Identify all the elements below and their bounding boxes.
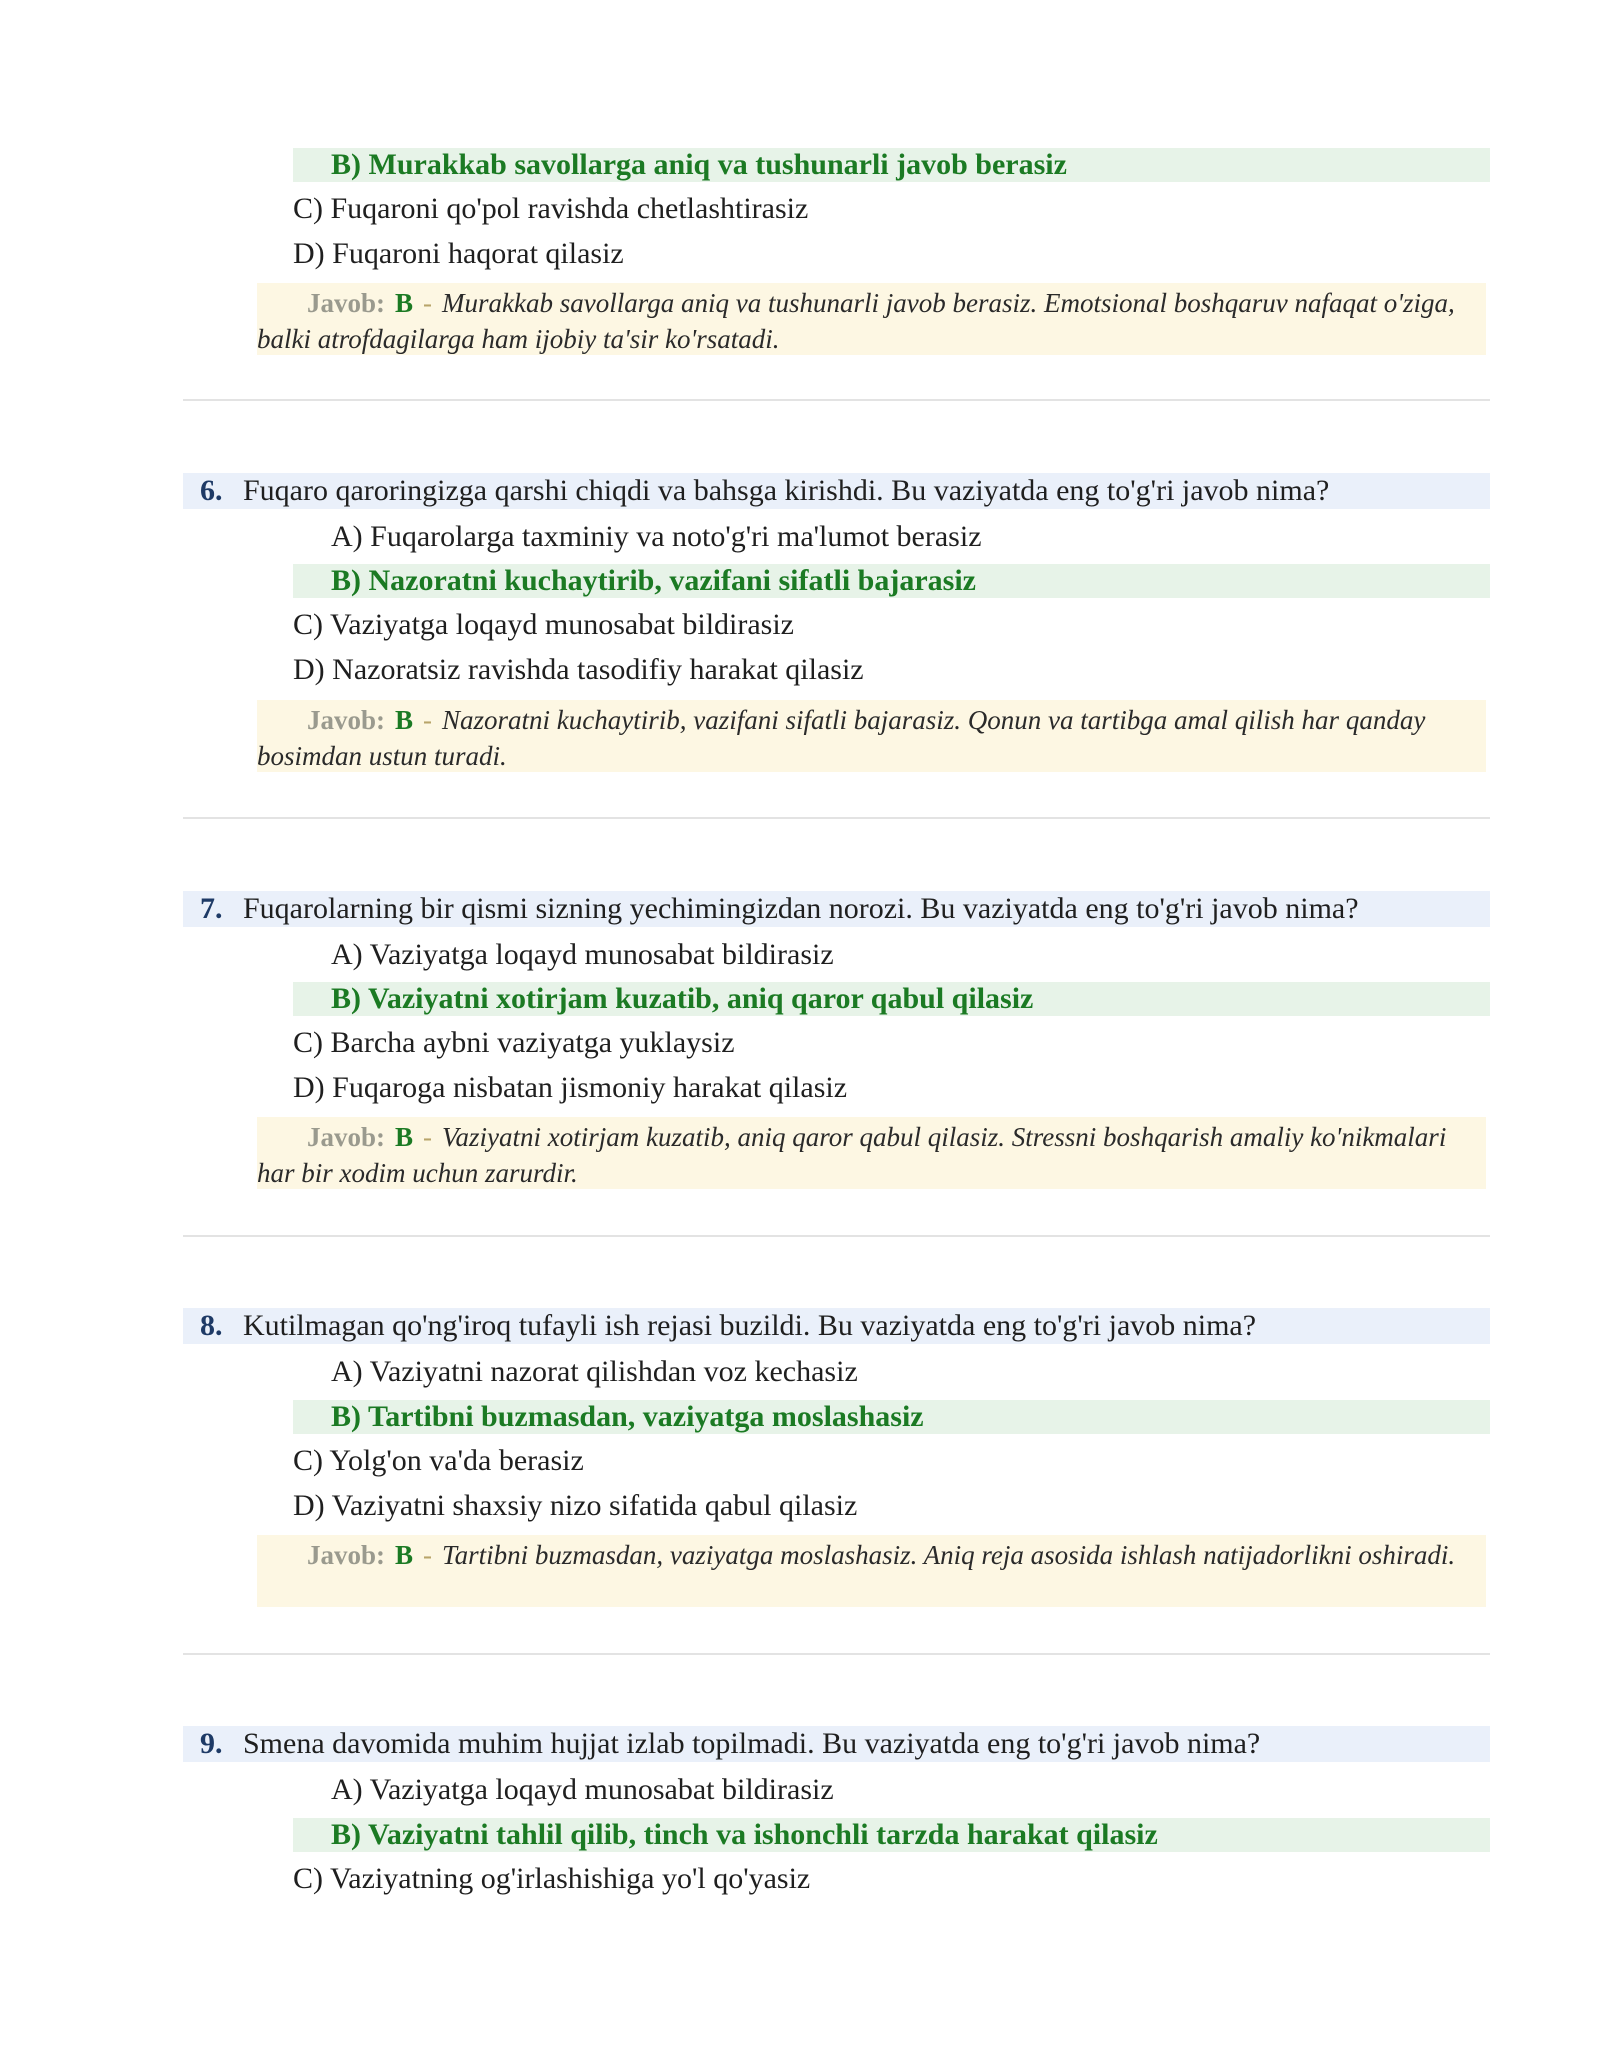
option: A) Vaziyatga loqayd munosabat bildirasiz xyxy=(331,938,834,971)
answer-letter: B xyxy=(395,1540,414,1570)
divider xyxy=(183,1653,1490,1655)
answer-explanation: Murakkab savollarga aniq va tushunarli javob berasiz. Emotsional boshqaruv nafaqat o'ziga, balki atrofdagilarga ham ijobiy ta'sir ko'rsatadi. xyxy=(257,288,1455,354)
answer-dash: - xyxy=(423,705,433,735)
answer-box xyxy=(257,1117,1486,1189)
option: C) Vaziyatga loqayd munosabat bildirasiz xyxy=(293,608,794,641)
option: D) Vaziyatni shaxsiy nizo sifatida qabul qilasiz xyxy=(293,1489,858,1522)
divider xyxy=(183,817,1490,819)
option: C) Fuqaroni qo'pol ravishda chetlashtirasiz xyxy=(293,192,809,225)
option-correct: B) Murakkab savollarga aniq va tushunarli javob berasiz xyxy=(293,148,1490,182)
answer-label: Javob: xyxy=(307,705,386,735)
option: C) Vaziyatning og'irlashishiga yo'l qo'yasiz xyxy=(293,1862,811,1895)
question-number: 8. xyxy=(200,1309,223,1342)
answer-label: Javob: xyxy=(307,1540,386,1570)
question-number: 9. xyxy=(200,1727,223,1760)
option: C) Yolg'on va'da berasiz xyxy=(293,1444,584,1477)
option: A) Fuqarolarga taxminiy va noto'g'ri ma'lumot berasiz xyxy=(331,520,982,553)
question-text: Fuqarolarning bir qismi sizning yechimingizdan norozi. Bu vaziyatda eng to'g'ri javob nima? xyxy=(243,892,1359,925)
question-6 xyxy=(183,473,1490,509)
answer-dash: - xyxy=(423,1540,433,1570)
answer-letter: B xyxy=(395,1122,414,1152)
answer-letter: B xyxy=(395,288,414,318)
option-correct: B) Nazoratni kuchaytirib, vazifani sifatli bajarasiz xyxy=(293,564,1490,598)
answer-label: Javob: xyxy=(307,1122,386,1152)
answer-dash: - xyxy=(423,1122,433,1152)
answer-letter: B xyxy=(395,705,414,735)
answer-box xyxy=(257,700,1486,772)
option: D) Fuqaroga nisbatan jismoniy harakat qilasiz xyxy=(293,1071,848,1104)
question-8 xyxy=(183,1308,1490,1344)
answer-explanation: Tartibni buzmasdan, vaziyatga moslashasiz. Aniq reja asosida ishlash natijadorlikni oshiradi. xyxy=(442,1540,1456,1570)
divider xyxy=(183,1235,1490,1237)
answer-box xyxy=(257,1535,1486,1607)
question-number: 6. xyxy=(200,474,223,507)
question-9 xyxy=(183,1726,1490,1762)
question-text: Smena davomida muhim hujjat izlab topilmadi. Bu vaziyatda eng to'g'ri javob nima? xyxy=(243,1727,1261,1760)
question-number: 7. xyxy=(200,892,223,925)
option: D) Nazoratsiz ravishda tasodifiy harakat qilasiz xyxy=(293,653,864,686)
option: A) Vaziyatni nazorat qilishdan voz kechasiz xyxy=(331,1355,858,1388)
question-7 xyxy=(183,891,1490,927)
option-correct: B) Vaziyatni tahlil qilib, tinch va ishonchli tarzda harakat qilasiz xyxy=(293,1818,1490,1852)
option-correct: B) Tartibni buzmasdan, vaziyatga moslashasiz xyxy=(293,1400,1490,1434)
question-text: Kutilmagan qo'ng'iroq tufayli ish rejasi buzildi. Bu vaziyatda eng to'g'ri javob nima? xyxy=(243,1309,1257,1342)
answer-explanation: Vaziyatni xotirjam kuzatib, aniq qaror qabul qilasiz. Stressni boshqarish amaliy ko'nikmalari har bir xodim uchun zarurdir. xyxy=(257,1122,1447,1188)
answer-dash: - xyxy=(423,288,433,318)
option: D) Fuqaroni haqorat qilasiz xyxy=(293,237,624,270)
answer-label: Javob: xyxy=(307,288,386,318)
answer-box xyxy=(257,283,1486,355)
option: C) Barcha aybni vaziyatga yuklaysiz xyxy=(293,1026,735,1059)
question-text: Fuqaro qaroringizga qarshi chiqdi va bahsga kirishdi. Bu vaziyatda eng to'g'ri javob nima? xyxy=(243,474,1330,507)
option-correct: B) Vaziyatni xotirjam kuzatib, aniq qaror qabul qilasiz xyxy=(293,982,1490,1016)
answer-explanation: Nazoratni kuchaytirib, vazifani sifatli bajarasiz. Qonun va tartibga amal qilish har qanday bosimdan ustun turadi. xyxy=(257,705,1426,771)
option: A) Vaziyatga loqayd munosabat bildirasiz xyxy=(331,1773,834,1806)
divider xyxy=(183,399,1490,401)
